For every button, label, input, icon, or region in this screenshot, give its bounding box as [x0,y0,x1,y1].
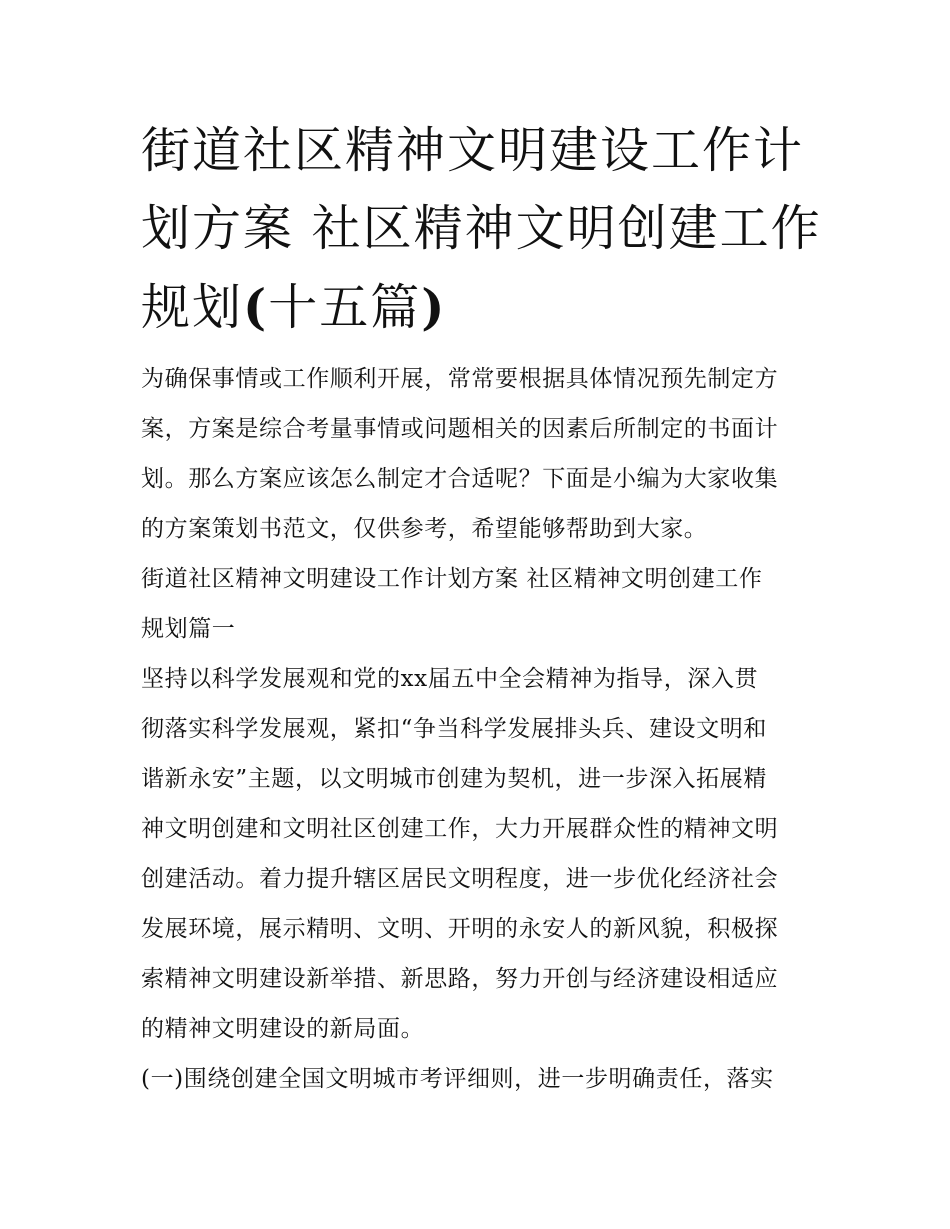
document-title [141,112,822,347]
text-line: 的方案策划书范文，仅供参考，希望能够帮助到大家。 [141,516,708,542]
title-text: 规划 [141,279,244,336]
intro-paragraph [141,354,816,554]
title-line: 街道社区精神文明建设工作计 [141,122,805,179]
text-line: 为确保事情或工作顺利开展，常常要根据具体情况预先制定方 [141,366,779,392]
text-line: 发展环境，展示精明、文明、开明的永安人的新风貌，积极探 [141,916,779,942]
text-line: 谐新永安”主题，以文明城市创建为契机，进一步深入拓展精 [141,766,767,792]
text-line: 规划篇一 [141,616,236,642]
text-line: 彻落实科学发展观，紧扣“争当科学发展排头兵、建设文明和 [141,716,767,742]
text-line: 案，方案是综合考量事情或问题相关的因素后所制定的书面计 [141,416,779,442]
text-line: (一)围绕创建全国文明城市考评细则，进一步明确责任，落实 [141,1066,774,1092]
title-line [141,268,816,347]
title-count: 十五篇 [268,279,422,336]
section-heading [141,554,816,654]
list-item-paragraph [141,1054,816,1104]
text-line: 索精神文明建设新举措、新思路，努力开创与经济建设相适应 [141,966,779,992]
text-line: 的精神文明建设的新局面。 [141,1016,425,1042]
title-open-paren: ( [243,278,269,336]
body-paragraph [141,654,816,1054]
text-line: 坚持以科学发展观和党的xx届五中全会精神为指导，深入贯 [141,666,759,692]
text-line: 划。那么方案应该怎么制定才合适呢？下面是小编为大家收集 [141,466,779,492]
text-line: 街道社区精神文明建设工作计划方案 社区精神文明创建工作 [141,566,763,592]
text-line: 创建活动。着力提升辖区居民文明程度，进一步优化经济社会 [141,866,779,892]
text-line: 神文明创建和文明社区创建工作，大力开展群众性的精神文明 [141,816,779,842]
document-content [141,112,822,1104]
title-close-paren: ) [421,278,447,336]
title-line: 划方案 社区精神文明创建工作 [141,200,822,257]
